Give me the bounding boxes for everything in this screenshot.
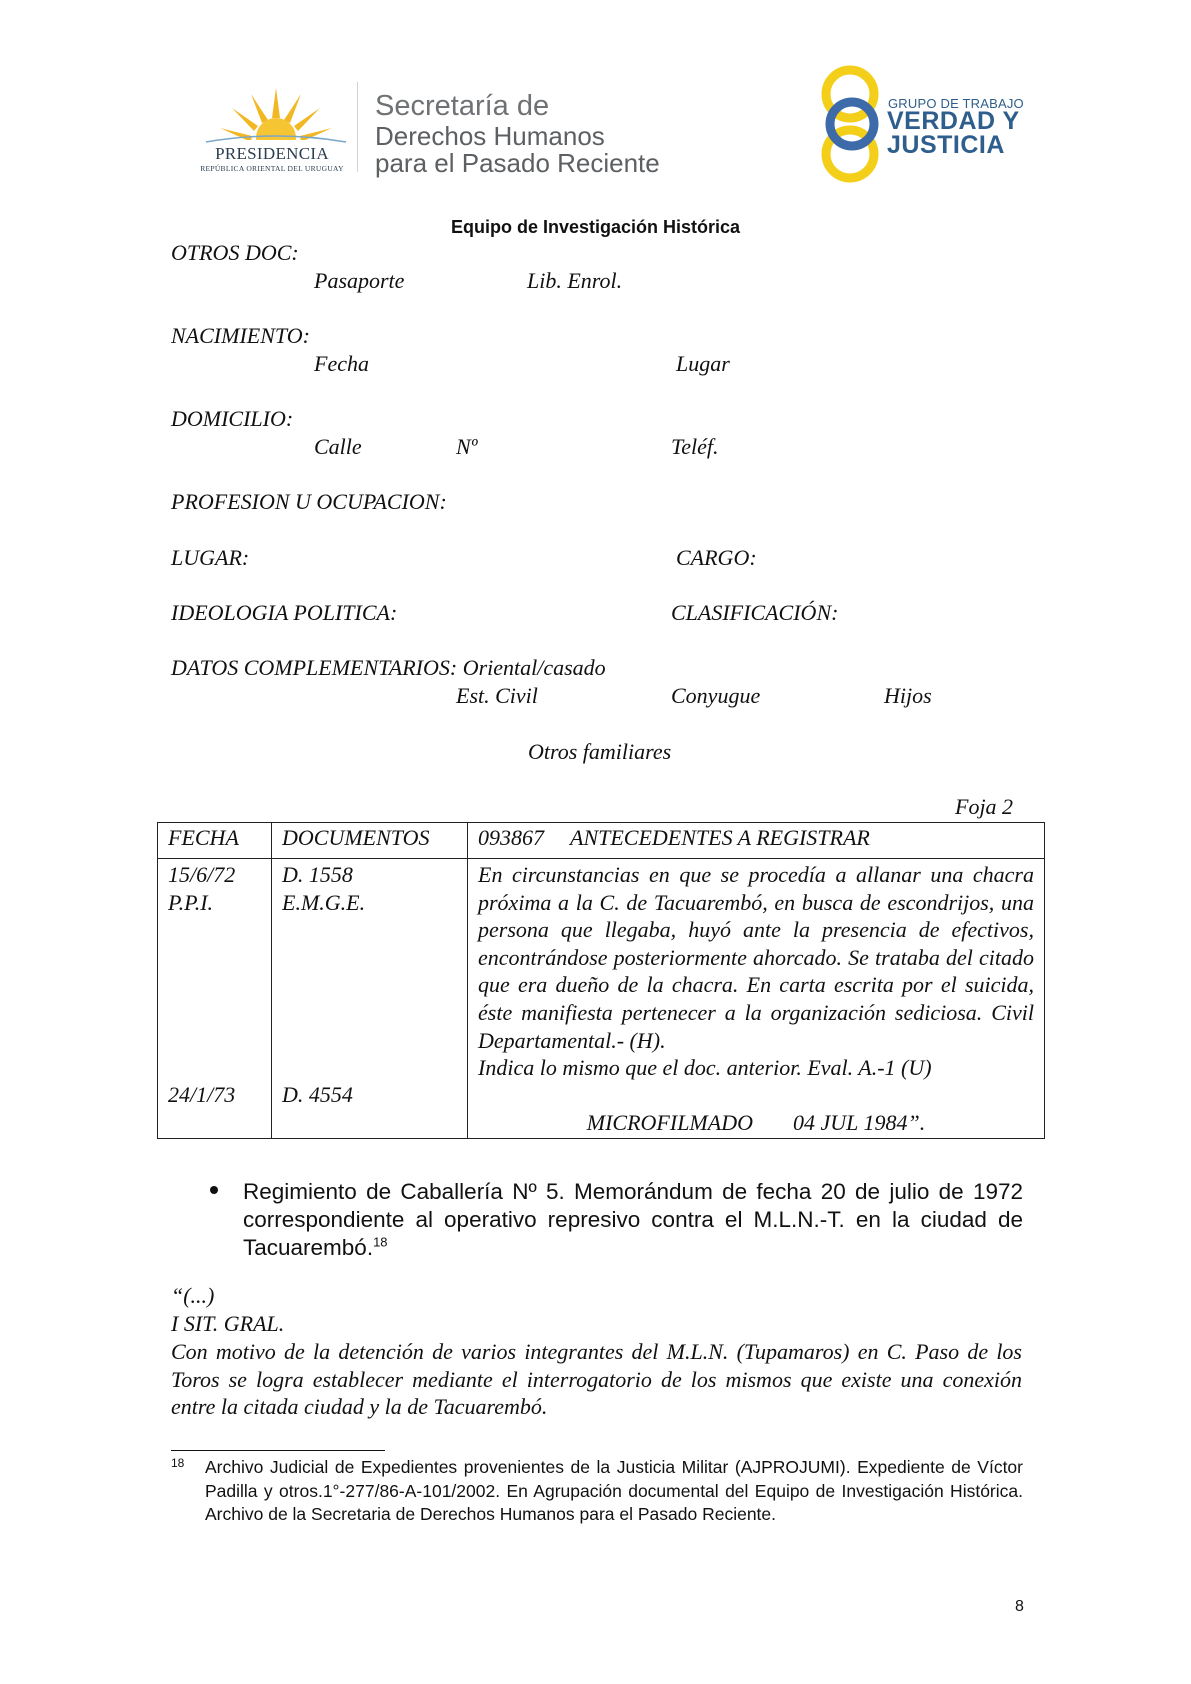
lib-enrol-label: Lib. Enrol. [527,268,623,293]
table-row [158,859,1045,1139]
header-antecedentes [468,823,1045,859]
bullet-text: Regimiento de Caballería Nº 5. Memorándum de fecha 20 de julio de 1972 correspondiente al operativo represivo contra el M.L.N.-T. en la ciudad de Tacuarembó. [243,1179,1023,1260]
secretaria-line-1: Secretaría de [375,90,550,122]
microfilmado-stamp [478,1109,1034,1137]
secretaria-line-3: para el Pasado Reciente [375,148,660,178]
table-header-row [158,823,1045,859]
header-record-number: 093867 [478,825,544,850]
cargo-label: CARGO: [676,545,757,570]
header-antecedentes-label: ANTECEDENTES A REGISTRAR [570,825,870,850]
presidencia-label: PRESIDENCIA [215,144,329,163]
hijos-label: Hijos [884,683,932,708]
numero-label: Nº [456,434,478,459]
page-number: 8 [1015,1598,1024,1615]
row-documentos-cell [272,859,468,1139]
otros-doc-label: OTROS DOC: [171,240,299,265]
otros-familiares-label: Otros familiares [528,739,672,764]
row1-antecedentes: En circunstancias en que se procedía a allanar una chacra próxima a la C. de Tacuarembó, en busca de escondrijos, una persona que llegaba, huyó ante la presencia de efectivos, encontrándose posteriormente ahorcado. Se trataba del citado que era dueño de la chacra. En carta escrita por el suicida, éste manifiesta pertenecer a la organización sediciosa. Civil Departamental.- (H). [478,862,1034,1053]
verdad-justicia-rings-logo [812,62,892,187]
domicilio-label: DOMICILIO: [171,406,294,431]
fecha-label: Fecha [314,351,369,376]
row1-doc-sub: E.M.G.E. [282,889,366,915]
row1-fecha-sub: P.P.I. [168,889,214,915]
microfilmado-label: MICROFILMADO [586,1109,753,1135]
footnote-text: Archivo Judicial de Expedientes provenientes de la Justicia Militar (AJPROJUMI). Expediente de Víctor Padilla y otros.1°-277/86-A-101/2002. En Agrupación documental del Equipo de Investigación Histórica. Archivo de la Secretaria de Derechos Humanos para el Pasado Reciente. [205,1457,1023,1524]
telefono-label: Teléf. [671,434,719,459]
row-antecedentes-cell [468,859,1045,1139]
header-fecha: FECHA [158,823,272,859]
header-divider [357,82,358,172]
ideologia-label: IDEOLOGIA POLITICA: [171,600,398,625]
row2-antecedentes: Indica lo mismo que el doc. anterior. Eval. A.-1 (U) [478,1055,932,1081]
profesion-label: PROFESION U OCUPACION: [171,489,447,514]
bullet-icon [210,1186,218,1194]
nacimiento-label: NACIMIENTO: [171,323,310,348]
row1-doc: D. 1558 [282,862,353,887]
row2-fecha: 24/1/73 [168,1082,236,1108]
est-civil-label: Est. Civil [456,683,538,708]
grupo-label-line-1: GRUPO DE TRABAJO [888,96,1024,111]
quote-open: “(...) [171,1283,215,1308]
quote-body: Con motivo de la detención de varios integrantes del M.L.N. (Tupamaros) en C. Paso de los Toros se logra establecer mediante el interrogatorio de los mismos que existe una conexión entre la citada ciudad y la de Tacuarembó. [171,1339,1022,1420]
footnote-separator [171,1450,385,1451]
microfilmado-date: 04 JUL 1984”. [792,1109,926,1135]
grupo-label-line-3: JUSTICIA [887,131,1005,159]
footnote-number: 18 [171,1456,185,1470]
antecedentes-table [157,822,1045,1139]
grupo-label-line-2: VERDAD Y [887,107,1020,135]
secretaria-line-2: Derechos Humanos [375,121,605,151]
row1-fecha: 15/6/72 [168,862,236,887]
datos-complementarios: DATOS COMPLEMENTARIOS: Oriental/casado [171,655,606,680]
lugar-trabajo-label: LUGAR: [171,545,250,570]
pasaporte-label: Pasaporte [314,268,405,293]
row-fecha-cell [158,859,272,1139]
conyugue-label: Conyugue [671,683,761,708]
foja-label: Foja 2 [955,794,1014,819]
clasificacion-label: CLASIFICACIÓN: [671,600,839,625]
quote-heading: I SIT. GRAL. [171,1311,285,1336]
lugar-nacimiento-label: Lugar [676,351,730,376]
header-documentos: DOCUMENTOS [272,823,468,859]
team-title: Equipo de Investigación Histórica [450,217,741,237]
presidencia-subtitle: REPÚBLICA ORIENTAL DEL URUGUAY [200,164,344,173]
footnote-reference[interactable]: 18 [373,1234,388,1250]
row2-doc: D. 4554 [282,1082,353,1108]
bullet-paragraph [243,1178,1023,1262]
calle-label: Calle [314,434,362,459]
